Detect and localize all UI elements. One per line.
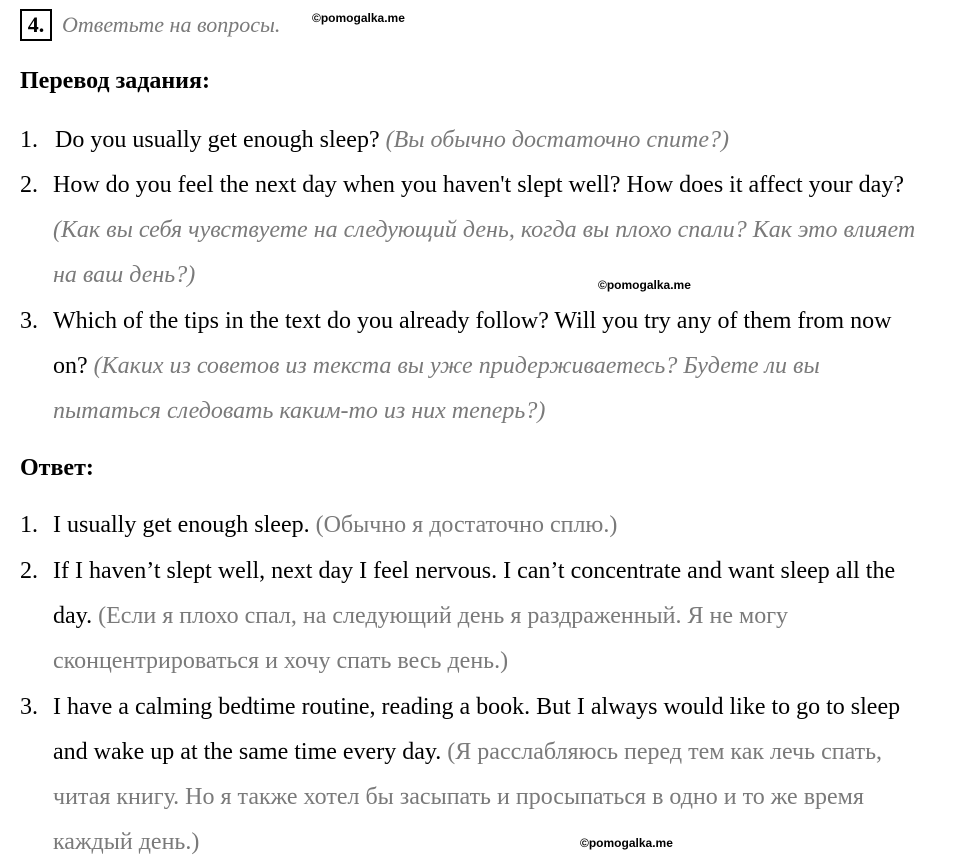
answer-item-2 xyxy=(20,549,932,684)
task-instruction: Ответьте на вопросы. xyxy=(62,12,281,37)
answer-english: I usually get enough sleep. xyxy=(53,512,310,538)
answer-english: If I haven’t slept well, next day I feel nervous. I can’t concentrate and want sleep all the day. xyxy=(53,558,896,629)
question-english: Which of the tips in the text do you already follow? Will you try any of them from now on? xyxy=(53,308,892,379)
answer-russian: (Я расслабляюсь перед тем как лечь спать, читая книгу. Но я также хотел бы засыпать и просыпаться в одно и то же время каждый день.) xyxy=(53,739,883,855)
answer-item-1 xyxy=(20,503,932,548)
task-header xyxy=(20,8,280,42)
answer-russian: (Обычно я достаточно сплю.) xyxy=(315,512,618,538)
question-english: How do you feel the next day when you haven't slept well? How does it affect your day? xyxy=(53,172,904,198)
question-russian: (Вы обычно достаточно спите?) xyxy=(385,127,729,153)
question-english: Do you usually get enough sleep? xyxy=(55,127,380,153)
item-number: 1. xyxy=(20,127,38,153)
question-russian: (Каких из советов из текста вы уже придерживаетесь? Будете ли вы пытаться следовать каким-то из них теперь?) xyxy=(53,353,820,424)
task-number: 4. xyxy=(20,9,52,41)
answer-english: I have a calming bedtime routine, reading a book. But I always would like to go to sleep and wake up at the same time every day. xyxy=(53,694,901,765)
item-number: 3. xyxy=(20,694,38,720)
question-russian: (Как вы себя чувствуете на следующий день, когда вы плохо спали? Как это влияет на ваш день?) xyxy=(53,217,916,288)
item-number: 2. xyxy=(20,558,38,584)
translation-heading: Перевод задания: xyxy=(20,68,210,94)
answer-russian: (Если я плохо спал, на следующий день я раздраженный. Я не могу сконцентрироваться и хочу спать весь день.) xyxy=(53,603,789,674)
watermark: ©pomogalka.me xyxy=(580,836,673,850)
translation-item-1 xyxy=(20,118,932,163)
answer-item-3 xyxy=(20,685,932,865)
translation-item-3 xyxy=(20,299,932,434)
item-number: 2. xyxy=(20,172,38,198)
item-number: 1. xyxy=(20,512,38,538)
watermark: ©pomogalka.me xyxy=(598,278,691,292)
watermark: ©pomogalka.me xyxy=(312,11,405,25)
item-number: 3. xyxy=(20,308,38,334)
translation-item-2 xyxy=(20,163,932,298)
answer-heading: Ответ: xyxy=(20,455,94,481)
